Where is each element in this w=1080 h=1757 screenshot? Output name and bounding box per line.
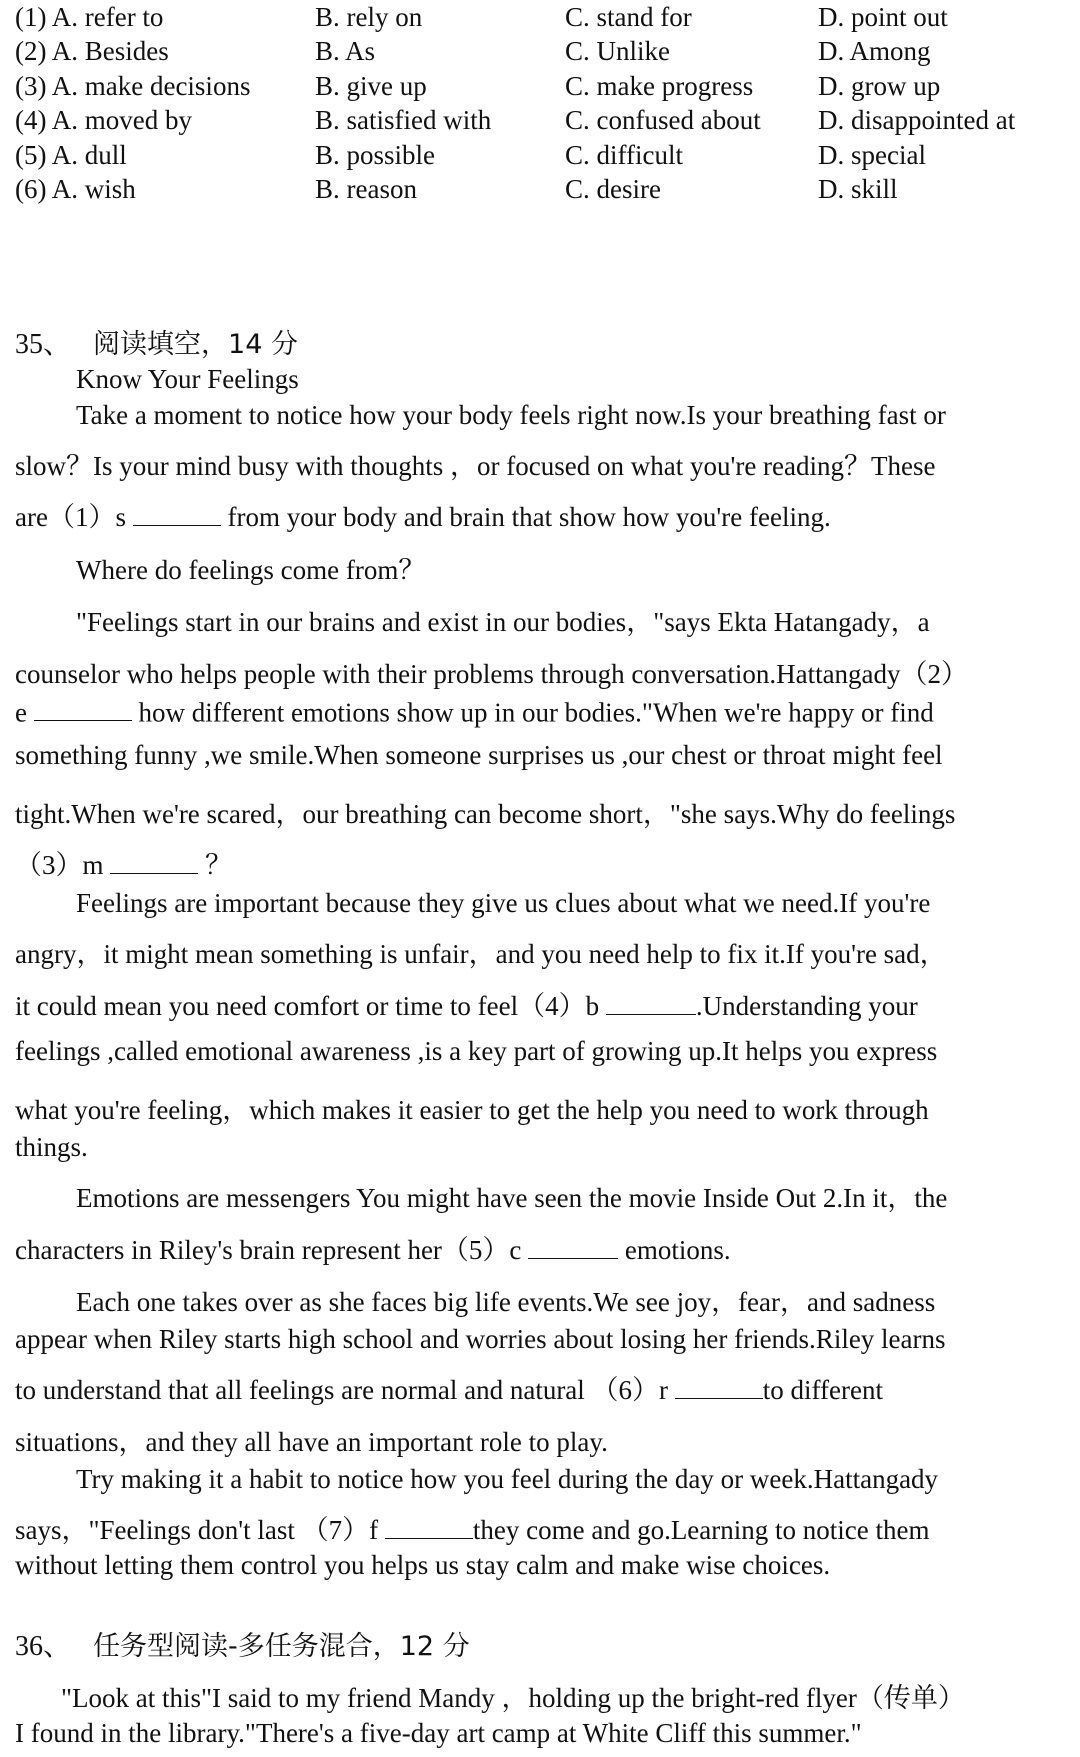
option-c: C. difficult: [565, 139, 683, 170]
question-35-header: [15, 322, 298, 362]
option-a: (1) A. refer to: [15, 1, 164, 32]
option-a: (4) A. moved by: [15, 105, 192, 136]
option-a: (6) A. wish: [15, 174, 136, 205]
option-c: C. Unlike: [565, 36, 670, 67]
question-36-header: [15, 1624, 470, 1664]
option-d: D. special: [818, 139, 926, 170]
passage-line: Emotions are messengers You might have seen the movie Inside Out 2.In it，the: [76, 1183, 948, 1213]
option-row-2: [15, 35, 1075, 70]
passage-line: Each one takes over as she faces big life events.We see joy，fear，and sadness: [76, 1287, 936, 1317]
passage-line: "Look at this"I said to my friend Mandy ，holding up the bright-red flyer（传单）: [61, 1683, 965, 1713]
option-b: B. possible: [315, 139, 436, 170]
passage-line: tight.When we're scared，our breathing can become short，"she says.Why do feelings: [15, 799, 956, 829]
passage-title: Know Your Feelings: [76, 364, 299, 394]
option-d: D. Among: [818, 36, 931, 67]
option-b: B. rely on: [315, 1, 423, 32]
answer-blank-5[interactable]: [528, 1234, 618, 1259]
passage-line: e how different emotions show up in our bodies."When we're happy or find: [15, 697, 934, 728]
option-d: D. grow up: [818, 70, 941, 101]
option-row-4: [15, 104, 1075, 139]
option-d: D. disappointed at: [818, 105, 1016, 136]
answer-options: [15, 0, 1075, 207]
option-a: (3) A. make decisions: [15, 70, 251, 101]
option-b: B. reason: [315, 174, 417, 205]
question-label: 任务型阅读-多任务混合，12 分: [93, 1631, 470, 1662]
option-row-5: [15, 138, 1075, 173]
option-b: B. give up: [315, 70, 427, 101]
passage-line: I found in the library."There's a five-day art camp at White Cliff this summer.": [15, 1718, 862, 1748]
passage-line: to understand that all feelings are normal and natural （6）r to different: [15, 1375, 884, 1405]
option-d: D. point out: [818, 1, 948, 32]
passage-line: slow？Is your mind busy with thoughts ，or focused on what you're reading？These: [15, 451, 936, 481]
answer-blank-1[interactable]: [133, 501, 221, 526]
passage-line: are（1）s from your body and brain that show how you're feeling.: [15, 502, 831, 532]
passage-line: says，"Feelings don't last （7）f they come and go.Learning to notice them: [15, 1515, 930, 1545]
passage-line: angry，it might mean something is unfair，and you need help to fix it.If you're sad，: [15, 939, 947, 969]
passage-line: feelings ,called emotional awareness ,is a key part of growing up.It helps you express: [15, 1036, 938, 1066]
answer-blank-7[interactable]: [385, 1514, 473, 1539]
option-c: C. desire: [565, 174, 661, 205]
question-number: 36、: [15, 1631, 72, 1662]
passage-line: Try making it a habit to notice how you feel during the day or week.Hattangady: [76, 1464, 939, 1494]
option-b: B. satisfied with: [315, 105, 492, 136]
passage-line: situations，and they all have an important role to play.: [15, 1427, 608, 1457]
option-row-3: [15, 69, 1075, 104]
passage-line: without letting them control you helps us stay calm and make wise choices.: [15, 1550, 831, 1580]
passage-line: counselor who helps people with their problems through conversation.Hattangady（2）: [15, 659, 969, 689]
option-row-1: [15, 0, 1075, 35]
passage-line: what you're feeling，which makes it easier to get the help you need to work through: [15, 1095, 929, 1125]
option-c: C. confused about: [565, 105, 761, 136]
question-number: 35、: [15, 329, 72, 360]
passage-line: it could mean you need comfort or time to feel（4）b .Understanding your: [15, 991, 918, 1021]
answer-blank-3[interactable]: [110, 849, 198, 874]
answer-blank-4[interactable]: [606, 990, 696, 1015]
passage-line: something funny ,we smile.When someone surprises us ,our chest or throat might feel: [15, 740, 943, 770]
answer-blank-2[interactable]: [34, 696, 132, 721]
option-c: C. make progress: [565, 70, 754, 101]
question-label: 阅读填空，14 分: [93, 329, 298, 360]
passage-line: "Feelings start in our brains and exist in our bodies，"says Ekta Hatangady，a: [76, 607, 930, 637]
passage-line: Feelings are important because they give us clues about what we need.If you're: [76, 888, 931, 918]
option-row-6: [15, 173, 1075, 208]
passage-line: Where do feelings come from？: [76, 555, 426, 585]
option-c: C. stand for: [565, 1, 692, 32]
option-d: D. skill: [818, 174, 898, 205]
option-a: (5) A. dull: [15, 139, 127, 170]
option-b: B. As: [315, 36, 376, 67]
option-a: (2) A. Besides: [15, 36, 169, 67]
passage-line: appear when Riley starts high school and worries about losing her friends.Riley learns: [15, 1324, 946, 1354]
answer-blank-6[interactable]: [675, 1374, 763, 1399]
passage-line: things.: [15, 1132, 88, 1162]
passage-line: characters in Riley's brain represent her（5）c emotions.: [15, 1235, 731, 1265]
passage-line: （3）m ？: [15, 850, 233, 880]
passage-line: Take a moment to notice how your body feels right now.Is your breathing fast or: [76, 400, 946, 430]
